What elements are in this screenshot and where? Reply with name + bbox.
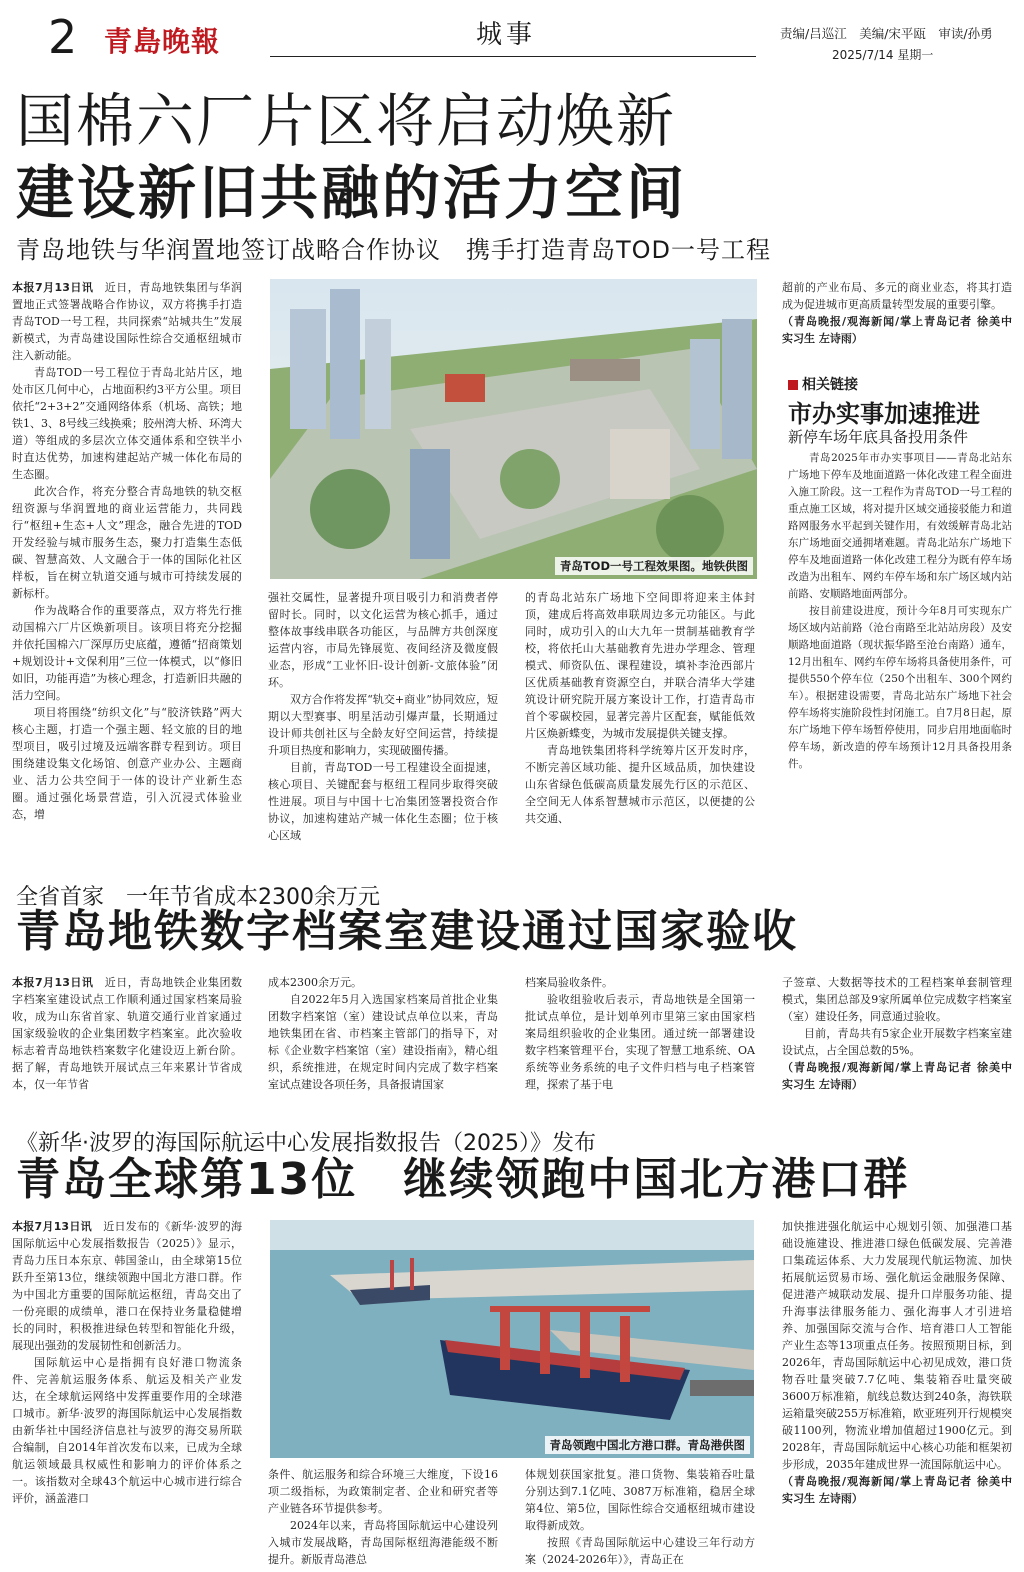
article1-title-line2: 建设新旧共融的活力空间 (16, 159, 688, 227)
article3-credit: （青岛晚报/观海新闻/掌上青岛记者 徐美中 实习生 左诗雨） (782, 1475, 1023, 1505)
article3-column-3 (525, 1466, 755, 1568)
article2-paragraph: 本报7月13日讯 近日，青岛地铁企业集团数字档案室建设试点工作顺利通过国家档案局验收，成为山东省首家、轨道交通行业首家通过国家级验收的企业集团数字档案室。此次验收标志着青岛地铁档案数字化建设迈上新台阶。据了解，青岛地铁开展试点三年来累计节省成本，仅一年节省 (12, 976, 243, 1091)
article1-paragraph: 此次合作，将充分整合青岛地铁的轨交枢纽资源与华润置地的商业运营能力，共同践行“枢纽+生态+人文”理念，融合先进的TOD开发经验与城市服务生态，聚力打造集生态低碳、智慧高效、人文融合于一体的国际化社区样板，旨在树立轨道交通与城市可持续发展的新标杆。 (12, 485, 242, 600)
editor-credits: 责编/吕巡江 美编/宋平瓯 审读/孙勇 (780, 26, 993, 41)
article2-credit: （青岛晚报/观海新闻/掌上青岛记者 徐美中 实习生 左诗雨） (782, 1061, 1023, 1091)
article1-column-4 (782, 279, 1023, 369)
article3-paragraph: 体规划获国家批复。港口货物、集装箱吞吐量分别达到7.1亿吨、3087万标准箱，稳居全球第4位、第5位，国际性综合交通枢纽城市建设取得新成效。 (525, 1468, 755, 1532)
article1-paragraph: 的青岛北站东广场地下空间即将迎来主体封顶，建成后将高效串联周边多元功能区。与此同时，成功引入的山大九年一贯制基础教育学校，将依托山大基础教育先进办学理念、管理模式、师资队伍、课程建设，填补李沧西部片区优质基础教育资源空白，并联合清华大学建筑设计研究院开展方案设计工作，打造青岛市首个零碳校园，显著完善片区配套，赋能低效片区焕新蝶变，为城市发展提供关键支撑。 (525, 591, 755, 740)
article3-paragraph: 加快推进强化航运中心规划引领、加强港口基础设施建设、推进港口绿色低碳发展、完善港口集疏运体系、大力发展现代航运物流、加快拓展航运贸易市场、强化航运金融服务保障、促进港产城联动发展、提升口岸服务功能、提升海事法律服务能力、强化海事人才引进培养、加强国际交流与合作、培育港口人工智能产业生态等13项重点任务。按照预期目标，到2026年，青岛国际航运中心初见成效，港口货物吞吐量突破7.7亿吨、集装箱吞吐量突破3600万标准箱，航线总数达到240条，海铁联运箱量突破255万标准箱，欧亚班列开行规模突破1100列，物流业增加值超过1900亿元。到2028年，青岛国际航运中心核心功能和框架初步形成，2035年建成世界一流国际航运中心。 (782, 1220, 1012, 1471)
sidebar-title: 市办实事加速推进 (788, 400, 980, 428)
page-number: 2 (48, 10, 78, 64)
port-illustration (270, 1220, 754, 1458)
article1-paragraph: 目前，青岛TOD一号工程建设全面提速，核心项目、关键配套与枢纽工程同步取得突破性进展。项目与中国十七冶集团签署投资合作协议，加速构建站产城一体化生态圈；位于核心区域 (268, 761, 498, 842)
article1-credit: （青岛晚报/观海新闻/掌上青岛记者 徐美中 实习生 左诗雨） (782, 315, 1023, 345)
article3-column-1 (12, 1218, 242, 1568)
related-link-label: 相关链接 (788, 374, 858, 394)
newspaper-logo: 青島晚報 (104, 25, 221, 58)
article1-paragraph: 青岛TOD一号工程位于青岛北站片区，地处市区几何中心，占地面积约3平方公里。项目依托“2+3+2”交通网络体系（机场、高铁；地铁1、3、8号线三线换乘；胶州湾大桥、环湾大道）等组成的多层次立体交通体系和空铁半小时直达优势，加速构建起站产城一体化布局的生态圈。 (12, 366, 242, 481)
article2-column-2 (268, 974, 498, 1110)
article3-paragraph: 国际航运中心是指拥有良好港口物流条件、完善航运服务体系、航运及相关产业发达，在全球航运网络中发挥重要作用的全球港口城市。新华·波罗的海国际航运中心发展指数由新华社中国经济信息社与波罗的海交易所联合编制，自2014年首次发布以来，已成为全球航运领域最具权威性和影响力的评价体系之一。该指数对全球43个航运中心城市进行综合评价，涵盖港口 (12, 1356, 242, 1505)
article3-paragraph: 2024年以来，青岛将国际航运中心建设列入城市发展战略，青岛国际枢纽海港能级不断提升。新版青岛港总 (268, 1519, 498, 1566)
article1-dateline: 本报7月13日讯 (12, 281, 94, 294)
article2-paragraph: 子签章、大数据等技术的工程档案单套制管理模式，集团总部及9家所属单位完成数字档案室（室）建设任务，同意通过验收。 (782, 976, 1012, 1023)
article2-column-3 (525, 974, 755, 1110)
port-photo-caption: 青岛领跑中国北方港口群。青岛港供图 (545, 1436, 751, 1454)
article3-paragraph: 本报7月13日讯 近日发布的《新华·波罗的海国际航运中心发展指数报告（2025）》显示，青岛力压日本东京、韩国釜山，由全球第15位跃升至第13位，继续领跑中国北方港口群。作为中国北方重要的国际航运枢纽，青岛交出了一份亮眼的成绩单，港口在保持业务量稳健增长的同时，积极推进绿色转型和智能化升级，展现出强劲的发展韧性和创新活力。 (12, 1220, 243, 1352)
article1-column-1 (12, 279, 242, 867)
tod-rendering-photo (270, 279, 757, 579)
article3-paragraph: 条件、航运服务和综合环境三大维度，下设16项二级指标，为政策制定者、企业和研究者等产业链各环节提供参考。 (268, 1468, 498, 1515)
article3-column-2 (268, 1466, 498, 1568)
article3-dateline: 本报7月13日讯 (12, 1220, 92, 1233)
article2-paragraph: 目前，青岛共有5家企业开展数字档案室建设试点，占全国总数的5%。 (782, 1027, 1012, 1057)
tod-photo-caption: 青岛TOD一号工程效果图。地铁供图 (555, 557, 753, 575)
issue-date: 2025/7/14 星期一 (832, 48, 934, 62)
article2-title: 青岛地铁数字档案室建设通过国家验收 (16, 906, 798, 957)
article1-paragraph: 青岛地铁集团将科学统筹片区开发时序，不断完善区域功能、提升区域品质，加快建设山东省绿色低碳高质量发展先行区的示范区、全空间无人体系智慧城市示范区，以便捷的公共交通、 (525, 744, 755, 825)
article1-paragraph: 强社交属性，显著提升项目吸引力和消费者停留时长。同时，以文化运营为核心抓手，通过整体故事线串联各功能区，与品牌方共创深度运营内容，市局先锋展览、夜间经济及微度假业态，形成“工业怀旧-设计创新-文旅体验”闭环。 (268, 591, 498, 689)
section-title: 城事 (476, 20, 537, 50)
article1-column-2 (268, 589, 498, 867)
article2-paragraph: 档案局验收条件。 (525, 976, 613, 989)
article2-paragraph: 自2022年5月入选国家档案局首批企业集团数字档案馆（室）建设试点单位以来，青岛地铁集团在省、市档案主管部门的指导下，对标《企业数字档案馆（室）建设指南》，精心组织，系统推进，在规定时间内完成了数字档案室试点建设各项任务，具备报请国家 (268, 993, 498, 1091)
article2-paragraph: 成本2300余万元。 (268, 976, 362, 989)
tod-rendering-illustration (270, 279, 757, 579)
article1-column-3 (525, 589, 755, 867)
article2-column-1 (12, 974, 242, 1110)
red-square-icon (788, 380, 798, 390)
port-photo (270, 1220, 754, 1458)
article3-paragraph: 按照《青岛国际航运中心建设三年行动方案（2024-2026年）》，青岛正在 (525, 1536, 755, 1566)
article1-subtitle: 青岛地铁与华润置地签订战略合作协议 携手打造青岛TOD一号工程 (16, 236, 772, 264)
article3-column-4 (782, 1218, 1023, 1568)
header-rule (270, 56, 756, 57)
sidebar-subtitle: 新停车场年底具备投用条件 (788, 428, 969, 446)
article1-title-line1: 国棉六厂片区将启动焕新 (16, 87, 677, 155)
sidebar-body (788, 450, 1012, 867)
article1-paragraph: 项目将围绕“纺织文化”与“胶济铁路”两大核心主题，打造一个强主题、轻文旅的目的地型项目，吸引过境及远端客群专程到访。项目围绕建设集文化场馆、创意产业办公、主题商业、活力公共空间于一体的设计产业新生态圈。通过强化场景营造，引入沉浸式体验业态，增 (12, 706, 242, 821)
article1-paragraph: 作为战略合作的重要落点，双方将先行推动国棉六厂片区焕新项目。该项目将充分挖掘并依托国棉六厂深厚历史底蕴，遵循“招商策划+规划设计+文保利用”三位一体模式，以“修旧如旧，功能再造”为核心理念，打造新旧共融的活力空间。 (12, 604, 242, 702)
article2-paragraph: 验收组验收后表示，青岛地铁是全国第一批试点单位，是计划单列市里第三家由国家档案局组织验收的企业集团。通过统一部署建设数字档案管理平台，实现了智慧工地系统、OA系统等业务系统的电子文件归档与电子档案管理，探索了基于电 (525, 993, 755, 1091)
article1-paragraph: 本报7月13日讯 近日，青岛地铁集团与华润置地正式签署战略合作协议，双方将携手打造青岛TOD一号工程，共同探索“站城共生”发展新模式，为青岛建设国际性综合交通枢纽城市注入新动能。 (12, 281, 243, 362)
article1-paragraph: 双方合作将发挥“轨交+商业”协同效应，短期以大型赛事、明星活动引爆声量，长期通过设计师共创社区与全龄友好空间运营，持续提升项目热度和影响力，实现破圈传播。 (268, 693, 498, 757)
sidebar-paragraph: 按目前建设进度，预计今年8月可实现东广场区域内站前路（沧台南路至北站站房段）及安顺路地面道路（现状振华路至沧台南路）通车，12月出租车、网约车停车场将具备使用条件，可提供550个停车位（250个出租车、300个网约车）。根据建设需要，青岛北站东广场地下社会停车场将实施阶段性封闭施工。自7月8日起，原东广场地下停车场暂停使用，同步启用地面临时停车场，新改造的停车场预计12月具备投用条件。 (788, 605, 1012, 770)
sidebar-paragraph: 青岛2025年市办实事项目——青岛北站东广场地下停车及地面道路一体化改建工程全面进入施工阶段。这一工程作为青岛TOD一号工程的重点施工区域，将对提升区域交通接驳能力和道路网服务水平起到关键作用，有效缓解青岛北站东广场地面交通拥堵难题。青岛北站东广场地下停车及地面道路一体化改建工程分为既有停车场改造为出租车、网约车停车场和东广场区域内站前路、安顺路地面两部分。 (788, 452, 1012, 600)
article2-dateline: 本报7月13日讯 (12, 976, 94, 989)
article3-kicker: 《新华·波罗的海国际航运中心发展指数报告（2025）》发布 (16, 1131, 596, 1156)
article1-paragraph: 超前的产业布局、多元的商业业态，将其打造成为促进城市更高质量转型发展的重要引擎。 (782, 281, 1012, 311)
article3-title: 青岛全球第13位 继续领跑中国北方港口群 (16, 1154, 910, 1205)
article2-column-4 (782, 974, 1023, 1114)
article2-kicker: 全省首家 一年节省成本2300余万元 (16, 885, 380, 910)
